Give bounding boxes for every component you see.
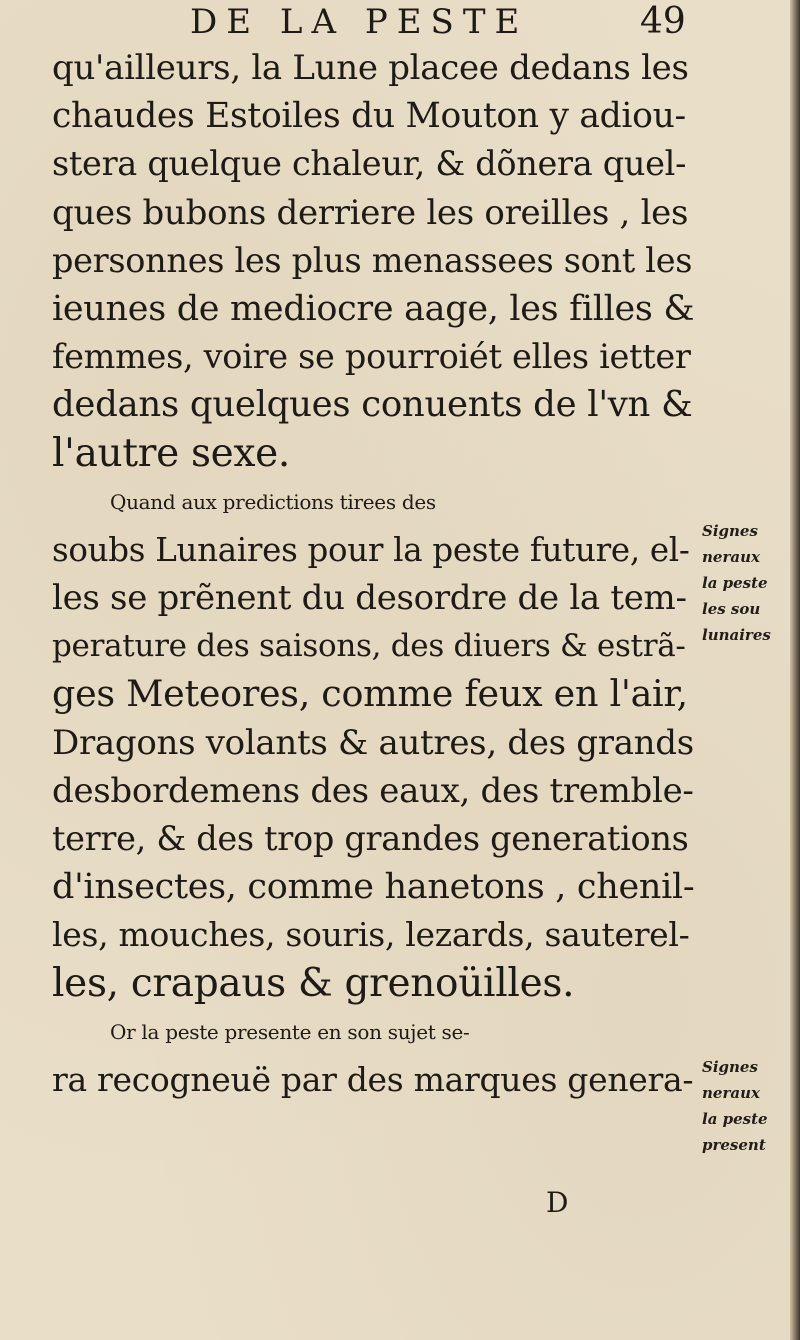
margin-note-signes-generaux-presente: [702, 1054, 790, 1158]
text-line: femmes, voire se pourroiét elles ietter: [52, 337, 691, 377]
text-line: qu'ailleurs, la Lune placee dedans les: [52, 48, 689, 88]
text-line: les, mouches, souris, lezards, sauterel-: [52, 915, 690, 955]
text-line: ra recogneuë par des marques genera-: [52, 1059, 694, 1099]
margin-note-line: la peste: [702, 1110, 768, 1128]
margin-note-line: lunaires: [702, 626, 771, 644]
margin-note-line: la peste: [702, 574, 768, 592]
text-line: les, crapaus & grenoüilles.: [52, 960, 575, 1006]
page-number: 49: [640, 1, 686, 42]
text-line: Dragons volants & autres, des grands: [52, 722, 694, 763]
text-line: ques bubons derriere les oreilles , les: [52, 192, 689, 233]
margin-note-line: neraux: [702, 548, 760, 566]
text-line: soubs Lunaires pour la peste future, el-: [52, 530, 690, 569]
margin-note-line: present: [702, 1136, 766, 1154]
paragraph-start-line: Or la peste presente en son sujet se-: [110, 1019, 470, 1044]
text-line: l'autre sexe.: [52, 430, 291, 476]
body-text: [52, 44, 695, 1104]
text-line: perature des saisons, des diuers & estrã-: [52, 628, 686, 665]
margin-note-signes-generaux-sublunaires: [702, 518, 790, 648]
text-line: dedans quelques conuents de l'vn &: [52, 384, 693, 426]
text-line: ieunes de mediocre aage, les filles &: [52, 288, 695, 329]
page-header: [0, 2, 790, 42]
page-edge-shadow: [790, 0, 800, 1340]
text-line: ges Meteores, comme feux en l'air,: [52, 672, 688, 716]
text-line: terre, & des trop grandes generations: [52, 819, 689, 858]
margin-note-line: les sou: [702, 600, 761, 618]
margin-note-line: Signes: [702, 1058, 758, 1076]
text-line: personnes les plus menassees sont les: [52, 240, 693, 280]
text-line: d'insectes, comme hanetons , chenil-: [52, 867, 695, 908]
running-title: DE LA PESTE: [190, 2, 529, 42]
text-line: chaudes Estoiles du Mouton y adiou-: [52, 96, 686, 137]
text-line: stera quelque chaleur, & dõnera quel-: [52, 144, 687, 184]
margin-note-line: Signes: [702, 522, 758, 540]
signature-mark: D: [546, 1186, 569, 1219]
paragraph-start-line: Quand aux predictions tirees des: [110, 489, 436, 514]
text-line: desbordemens des eaux, des tremble-: [52, 770, 694, 811]
text-line: les se prẽnent du desordre de la tem-: [52, 578, 687, 619]
margin-note-line: neraux: [702, 1084, 760, 1102]
